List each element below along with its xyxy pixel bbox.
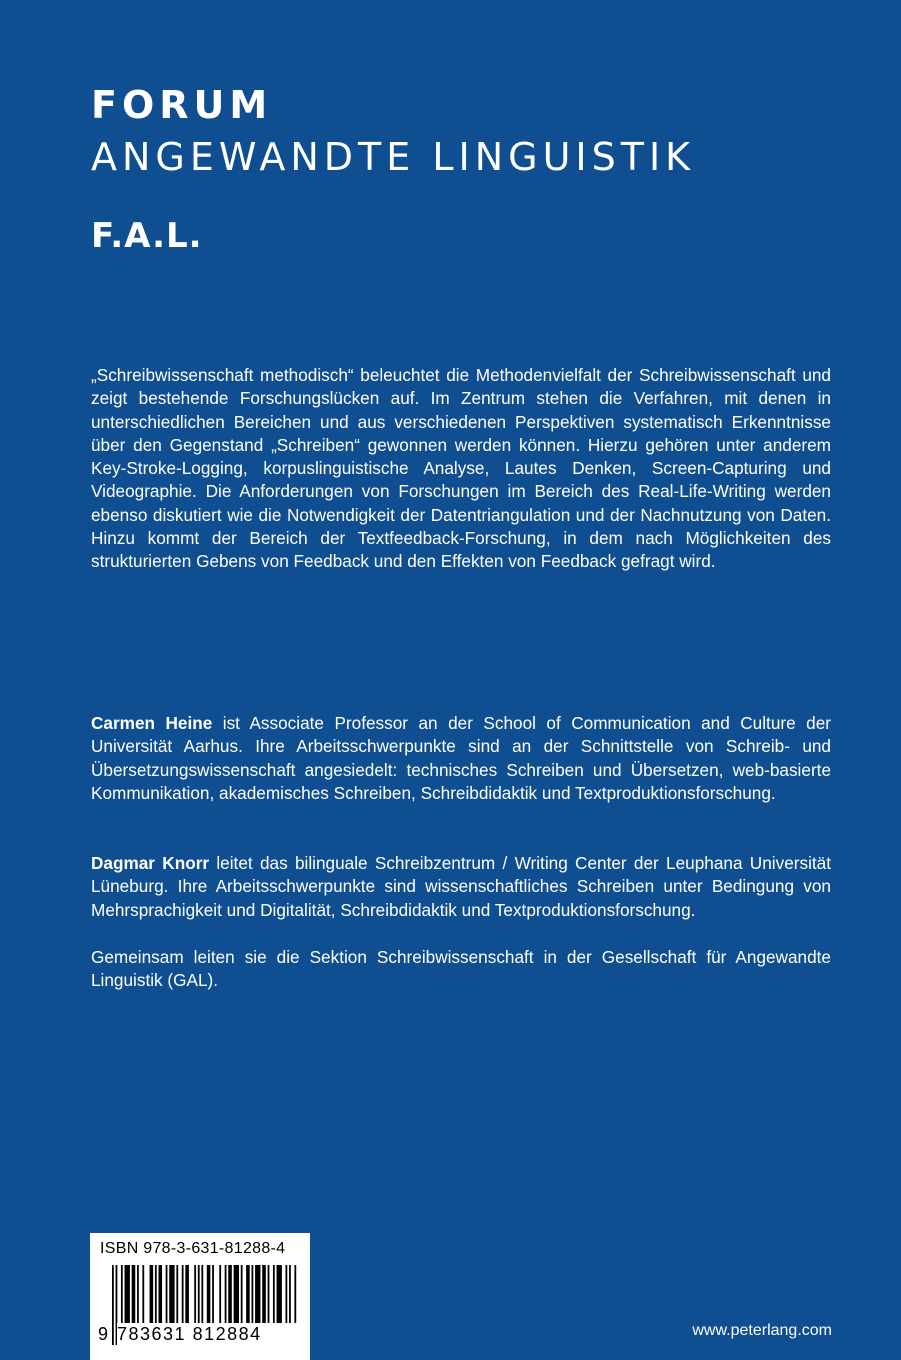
author-bio-knorr (91, 852, 831, 922)
isbn-label: ISBN 978-3-631-81288-4 (100, 1240, 286, 1257)
author-bio: leitet das bilinguale Schreibzentrum / Writing Center der Leuphana Universität Lüneburg. Ihre Arbeitsschwerpunkte sind wissenschaftliches Schreiben unter Bedingung von Mehrsprachigkeit und Digitalität, Schreibdidaktik und Textproduktionsforschung. (91, 853, 831, 920)
barcode-digits: 783631 812884 (117, 1323, 297, 1345)
series-title: FORUM (91, 83, 273, 127)
author-paragraph (91, 852, 831, 922)
closing-text: Gemeinsam leiten sie die Sektion Schreibwissenschaft in der Gesellschaft für Angewandte Linguistik (GAL). (91, 947, 831, 991)
series-subtitle: ANGEWANDTE LINGUISTIK (91, 135, 696, 179)
blurb-text: „Schreibwissenschaft methodisch“ beleuchtet die Methodenvielfalt der Schreibwissenschaft und zeigt bestehende Forschungslücken auf. Im Zentrum stehen die Verfahren, mit denen in unterschiedlichen Bereichen und aus verschiedenen Perspektiven systematisch Erkenntnisse über den Gegenstand „Schreiben“ gewonnen werden können. Hierzu gehören unter anderem Key-Stroke-Logging, korpuslinguistische Analyse, Lautes Denken, Screen-Capturing und Videographie. Die Anforderungen von Forschungen im Bereich des Real-Life-Writing werden ebenso diskutiert wie die Notwendigkeit der Datentriangulation und der Nachnutzung von Daten. Hinzu kommt der Bereich der Textfeedback-Forschung, in dem nach Möglichkeiten des strukturierten Gebens von Feedback und den Effekten von Feedback gefragt wird. (91, 365, 831, 572)
author-bio-heine (91, 712, 831, 805)
author-bio: ist Associate Professor an der School of Communication and Culture der Universität Aarhus. Ihre Arbeitsschwerpunkte sind an der Schnittstelle von Schreib- und Übersetzungswissenschaft angesiedelt: technisches Schreiben und Übersetzen, web-basierte Kommunikation, akademisches Schreiben, Schreibdidaktik und Textproduktionsforschung. (91, 713, 831, 803)
barcode-first-digit: 9 (98, 1324, 109, 1344)
author-paragraph (91, 712, 831, 805)
isbn-barcode-box (90, 1233, 310, 1360)
author-name: Carmen Heine (91, 713, 213, 733)
book-blurb (91, 364, 831, 574)
publisher-website: www.peterlang.com (692, 1322, 832, 1339)
closing-paragraph (91, 946, 831, 993)
series-abbreviation: F.A.L. (91, 216, 203, 256)
author-name: Dagmar Knorr (91, 853, 210, 873)
